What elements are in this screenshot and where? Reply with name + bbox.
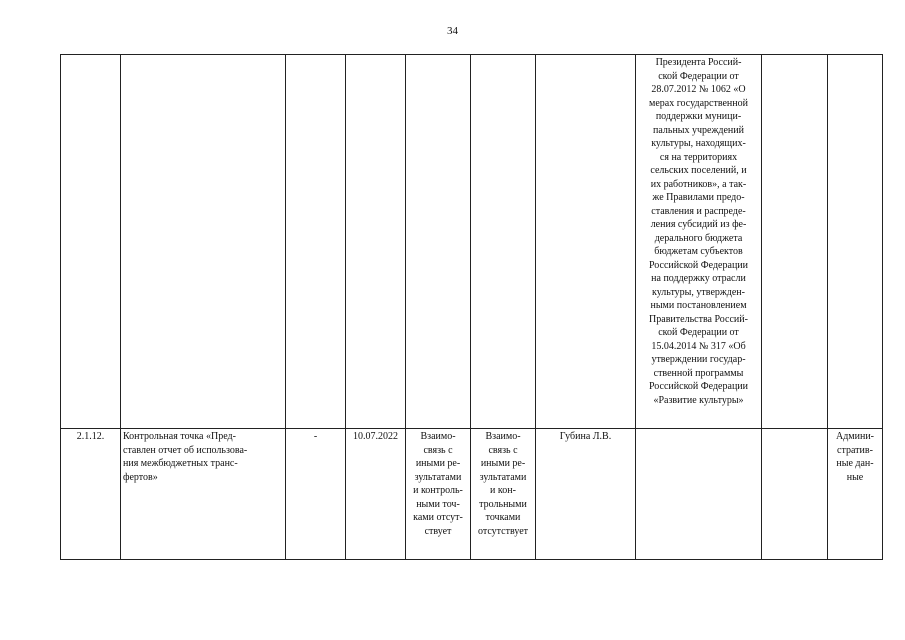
successor-cell (471, 55, 536, 429)
row-number-cell (61, 55, 121, 429)
data-source-cell: Админи- стратив- ные дан- ные (828, 429, 883, 560)
info-system-cell (762, 55, 828, 429)
row-number-cell: 2.1.12. (61, 429, 121, 560)
responsible-cell: Губина Л.В. (536, 429, 636, 560)
start-date-cell: - (286, 429, 346, 560)
successor-cell: Взаимо- связь с иными ре- зультатами и кон- трольными точками отсутствует (471, 429, 536, 560)
event-name-cell: Контрольная точка «Пред- ставлен отчет об использова- ния межбюджетных транс- фертов» (121, 429, 286, 560)
info-system-cell (762, 429, 828, 560)
predecessor-cell: Взаимо- связь с иными ре- зультатами и контроль- ными точ- ками отсут- ствует (406, 429, 471, 560)
end-date-cell (346, 55, 406, 429)
event-name-cell (121, 55, 286, 429)
responsible-cell (536, 55, 636, 429)
note-cell (636, 429, 762, 560)
table-row (61, 429, 883, 560)
predecessor-cell (406, 55, 471, 429)
page-number: 34 (447, 25, 458, 37)
table-row (61, 55, 883, 429)
end-date-cell: 10.07.2022 (346, 429, 406, 560)
start-date-cell (286, 55, 346, 429)
plan-table (60, 54, 883, 560)
note-cell: Президента Россий- ской Федерации от 28.07.2012 № 1062 «О мерах государственной поддержки муници- пальных учреждений культуры, находящих- ся на территориях сельских поселений, и их работников», а так- же Правилами предо- ставления и распреде- ления субсидий из фе- дерального бюджета бюджетам субъектов Российской Федерации на поддержку отрасли культуры, утвержден- ными постановлением Правительства Россий- ской Федерации от 15.04.2014 № 317 «Об утверждении государ- ственной программы Российской Федерации «Развитие культуры» (636, 55, 762, 429)
data-source-cell (828, 55, 883, 429)
